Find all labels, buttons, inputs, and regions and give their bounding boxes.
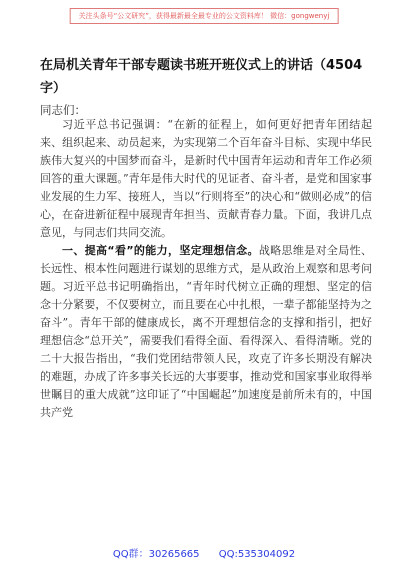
body-paragraph-2 — [40, 242, 372, 422]
footer — [0, 545, 408, 560]
body-paragraph-1: 习近平总书记强调：“在新的征程上，如何更好把青年团结起来、组织起来、动员起来，为实现第二个百年奋斗目标、实现中华民族伟大复兴的中国梦而奋斗，是新时代中国青年运动和青年工作必须回答的重大课题。”青年是伟大时代的见证者、奋斗者，是党和国家事业发展的生力军、接班人，当以“行则将至”的决心和“做则必成”的信心，在奋进新征程中展现青年担当、贡献青春力量。下面，我讲几点意见，与同志们共同交流。 — [40, 118, 372, 239]
footer-qq-group: QQ群：30265665 — [112, 549, 200, 560]
footer-qq: QQ:535304092 — [218, 549, 296, 560]
document-body — [40, 116, 372, 422]
top-banner: 关注头条号“公文研究”，获得最新最全最专业的公文资料库！ 微信：gongwenyj — [70, 8, 339, 24]
greeting: 同志们： — [40, 103, 86, 117]
page-title: 在局机关青年干部专题读书班开班仪式上的讲话（4504字） — [40, 58, 363, 96]
section-text-1: 战略思维是对全局性、长远性、根本性问题进行谋划的思维方式，是从政治上观察和思考问题。习近平总书记明确指出，“青年时代树立正确的理想、坚定的信念十分紧要，不仅要树立，而且要在心中扎根，一辈子都能坚持为之奋斗”。青年干部的健康成长，离不开理想信念的支撑和指引，把好理想信念“总开关”，需要我们看得全面、看得深入、看得清晰。党的二十大报告指出，“我们党团结带领人民，攻克了许多长期没有解决的难题，办成了许多事关长远的大事要事，推动党和国家事业取得举世瞩目的重大成就”这印证了“中国崛起”加速度是前所未有的，中国共产党 — [40, 244, 372, 419]
section-heading-1: 一、提高“看”的能力，坚定理想信念。 — [62, 244, 259, 257]
